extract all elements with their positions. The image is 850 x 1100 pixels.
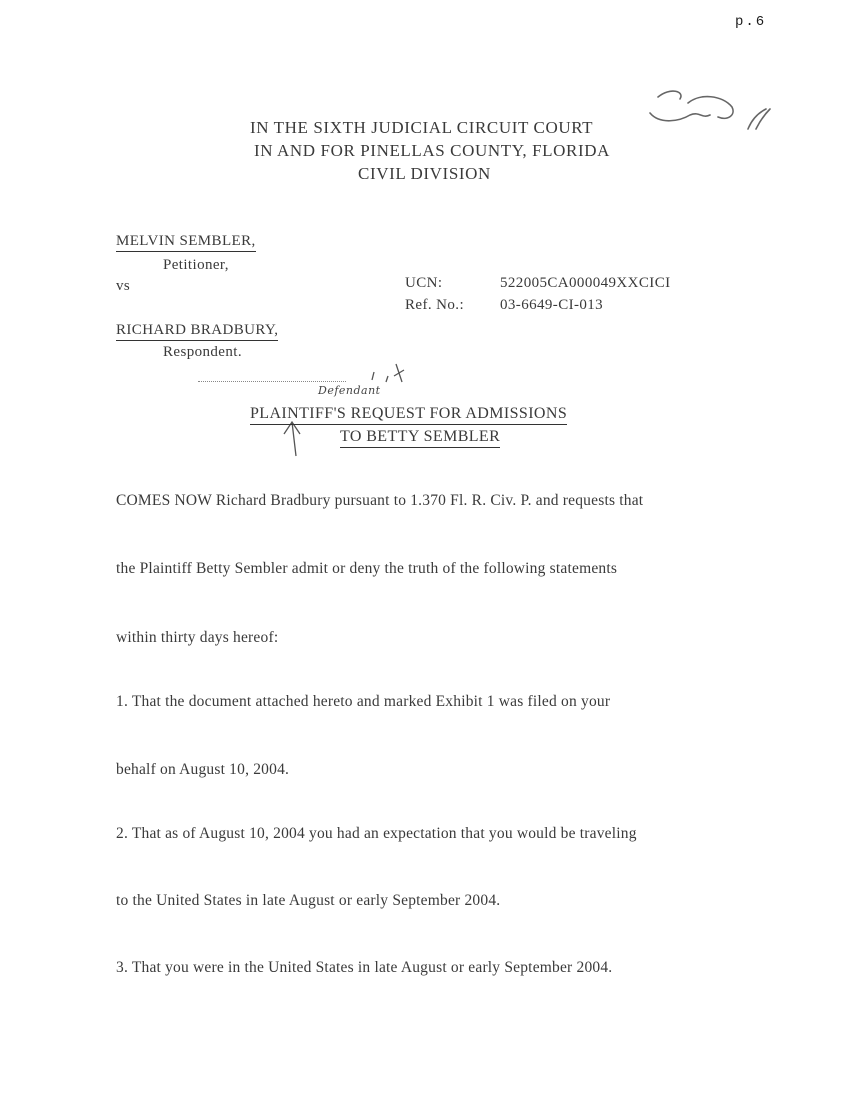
admission-2-line-1: 2. That as of August 10, 2004 you had an expectation that you would be traveling xyxy=(116,825,637,842)
ref-value: 03-6649-CI-013 xyxy=(500,297,604,313)
admission-2-line-2: to the United States in late August or early September 2004. xyxy=(116,892,501,909)
respondent-name: RICHARD BRADBURY, xyxy=(116,322,278,341)
admission-1-line-1: 1. That the document attached hereto and marked Exhibit 1 was filed on your xyxy=(116,693,611,710)
admission-1-line-2: behalf on August 10, 2004. xyxy=(116,761,290,778)
admission-3-line-1: 3. That you were in the United States in late August or early September 2004. xyxy=(116,959,613,976)
ucn-label: UCN: xyxy=(405,275,443,291)
body-line-2: the Plaintiff Betty Sembler admit or deny the truth of the following statements xyxy=(116,560,618,577)
court-county-line: IN AND FOR PINELLAS COUNTY, FLORIDA xyxy=(254,141,610,160)
document-title-line1: PLAINTIFF'S REQUEST FOR ADMISSIONS xyxy=(250,405,567,425)
insertion-caret-icon xyxy=(280,420,310,460)
ref-label: Ref. No.: xyxy=(405,297,465,313)
handwritten-insert: Defendant xyxy=(318,384,381,397)
handwritten-scribble-icon xyxy=(640,85,780,145)
body-line-3: within thirty days hereof: xyxy=(116,629,279,646)
court-name-line: IN THE SIXTH JUDICIAL CIRCUIT COURT xyxy=(250,118,594,137)
court-division-line: CIVIL DIVISION xyxy=(358,164,491,183)
handwritten-marks-icon xyxy=(366,358,406,388)
body-line-1: COMES NOW Richard Bradbury pursuant to 1.370 Fl. R. Civ. P. and requests that xyxy=(116,492,644,509)
caption-divider-line xyxy=(198,381,346,382)
petitioner-role: Petitioner, xyxy=(163,257,229,273)
fax-page-mark: p.6 xyxy=(735,14,767,30)
petitioner-name: MELVIN SEMBLER, xyxy=(116,233,256,252)
document-title-line2: TO BETTY SEMBLER xyxy=(340,428,500,448)
ucn-value: 522005CA000049XXCICI xyxy=(500,275,671,291)
versus-label: vs xyxy=(116,278,131,294)
respondent-role: Respondent. xyxy=(163,344,242,360)
